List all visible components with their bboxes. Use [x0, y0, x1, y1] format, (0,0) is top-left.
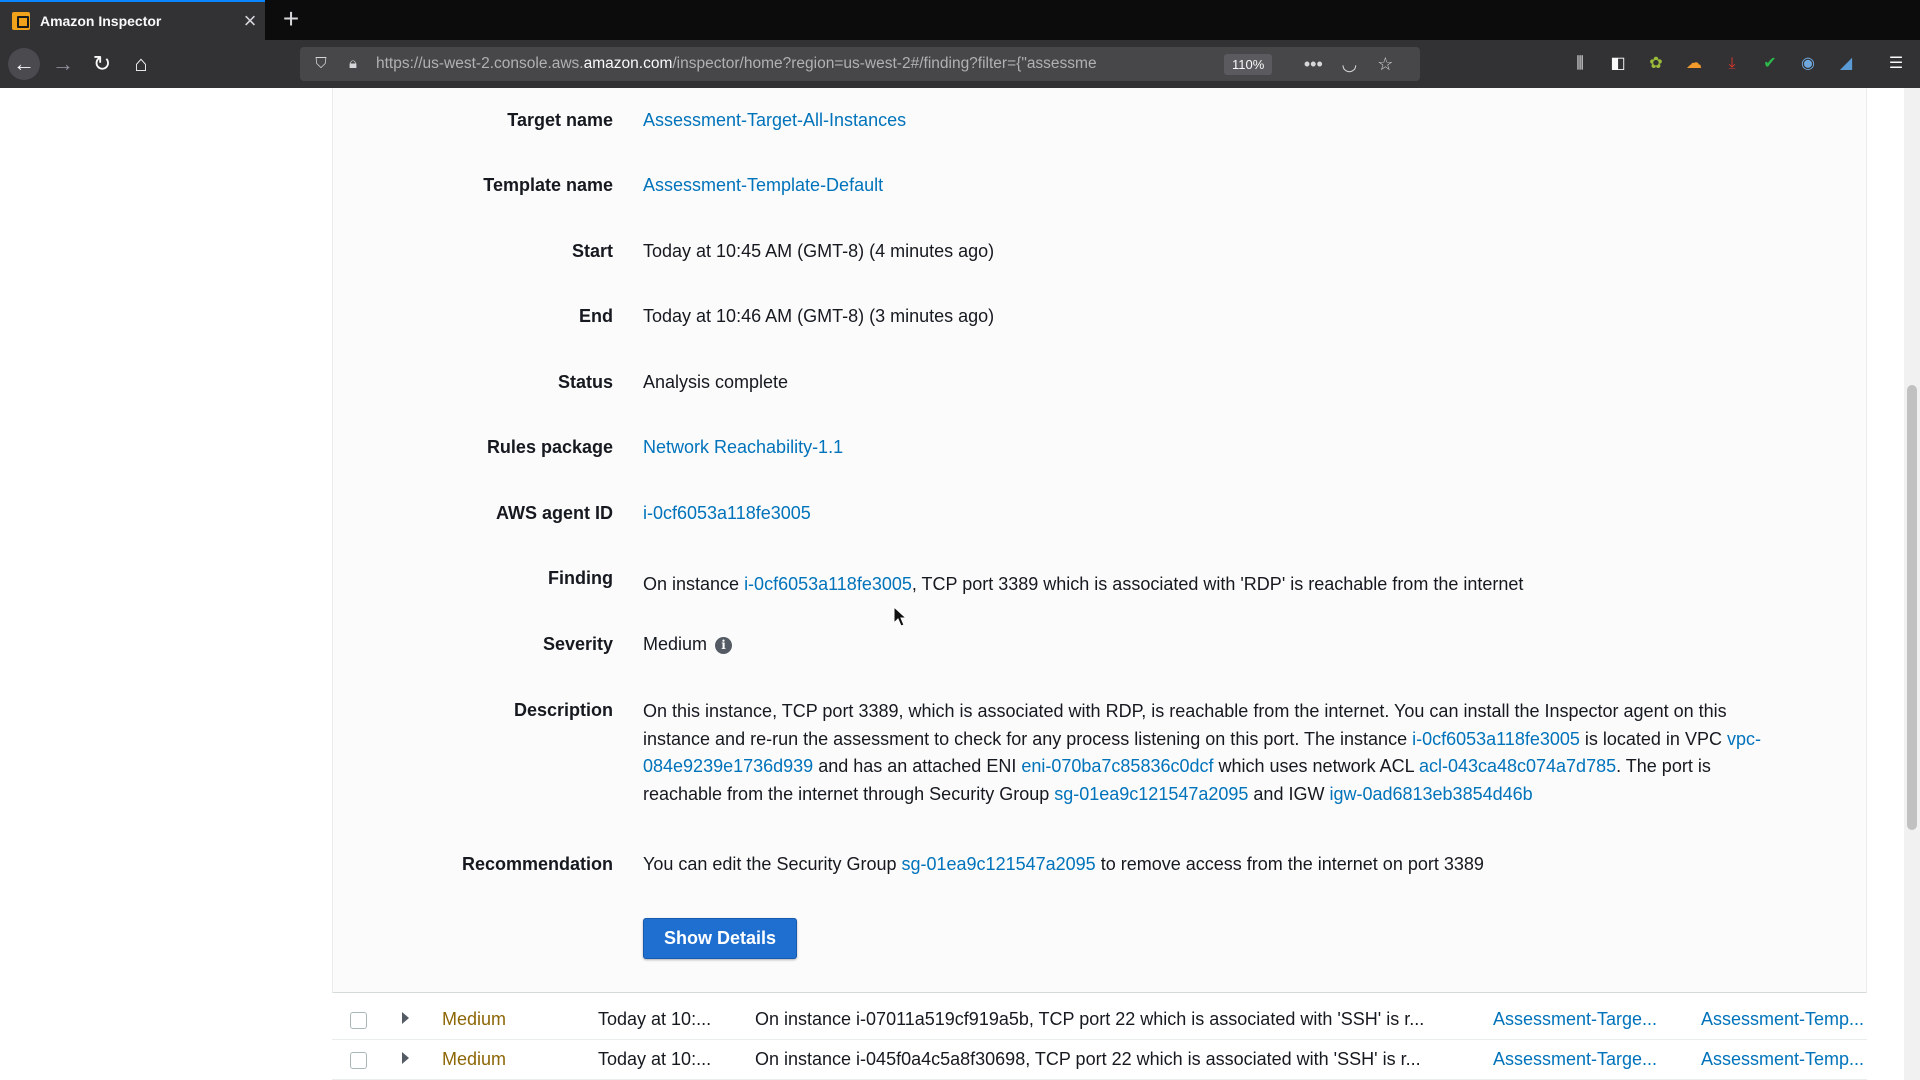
sidebar-icon[interactable]: ◧: [1610, 55, 1626, 72]
menu-icon[interactable]: ☰: [1888, 55, 1904, 72]
table-row[interactable]: [332, 1000, 1867, 1040]
globe-extension-icon[interactable]: ◉: [1801, 55, 1815, 72]
pocket-icon[interactable]: ◡: [1341, 53, 1358, 74]
reload-button[interactable]: ↻: [92, 51, 112, 76]
row-checkbox[interactable]: [350, 1012, 367, 1029]
date-cell: Today at 10:...: [598, 1049, 712, 1069]
close-tab-icon[interactable]: ×: [243, 8, 257, 33]
show-details-button[interactable]: Show Details: [643, 918, 797, 959]
template-cell-link[interactable]: Assessment-Temp...: [1701, 1009, 1865, 1029]
target-cell-link[interactable]: Assessment-Targe...: [1493, 1049, 1658, 1069]
recommendation-label: Recommendation: [461, 854, 613, 874]
end-value: Today at 10:46 AM (GMT-8) (3 minutes ago): [643, 306, 995, 326]
bookmark-star-icon[interactable]: ☆: [1377, 53, 1394, 74]
start-label: Start: [571, 241, 613, 261]
severity-value: Medium i: [643, 634, 732, 655]
severity-label: Severity: [542, 634, 613, 654]
igw-link[interactable]: igw-0ad6813eb3854d46b: [1329, 783, 1533, 804]
library-icon[interactable]: ⫼: [1576, 55, 1584, 72]
target-name-link[interactable]: Assessment-Target-All-Instances: [643, 110, 907, 130]
table-row[interactable]: [332, 1040, 1867, 1080]
network-acl-link[interactable]: acl-043ca48c074a7d785: [1418, 756, 1617, 776]
vpc-link[interactable]: vpc-084e9239e1736d939: [643, 728, 1761, 776]
url-text[interactable]: https://us-west-2.console.aws.amazon.com/inspector/home?region=us-west-2#/finding?filter={"assessme: [376, 55, 1097, 72]
target-cell-link[interactable]: Assessment-Targe...: [1493, 1009, 1658, 1029]
rules-package-link[interactable]: Network Reachability-1.1: [643, 437, 844, 457]
finding-value: On instance i-0cf6053a118fe3005, TCP port 3389 which is associated with 'RDP' is reachable from the internet: [643, 574, 1524, 594]
page-actions-icon[interactable]: •••: [1303, 53, 1323, 74]
home-button[interactable]: ⌂: [134, 51, 148, 76]
zoom-level-button[interactable]: 110%: [1224, 54, 1272, 75]
aws-favicon-icon: [12, 12, 30, 30]
description-instance-link[interactable]: i-0cf6053a118fe3005: [1412, 728, 1580, 749]
recommendation-security-group-link[interactable]: sg-01ea9c121547a2095: [901, 854, 1096, 874]
eni-link[interactable]: eni-070ba7c85836c0dcf: [1021, 756, 1214, 776]
scrollbar-thumb[interactable]: [1907, 385, 1917, 830]
info-icon[interactable]: i: [715, 637, 732, 654]
start-value: Today at 10:45 AM (GMT-8) (4 minutes ago): [643, 241, 995, 261]
address-bar[interactable]: [300, 47, 1420, 81]
tab-amazon-inspector[interactable]: [0, 0, 265, 40]
agent-id-link[interactable]: i-0cf6053a118fe3005: [643, 503, 811, 523]
security-group-link[interactable]: sg-01ea9c121547a2095: [1054, 783, 1249, 804]
description-text: On this instance, TCP port 3389, which is associated with RDP, is reachable from the internet. You can install the Inspector agent on this instance and re-run the assessment to check for any process listening on this port. The instance i-0cf6053a118fe3005 is located in VPC vpc-084e9239e1736d939 and has an attached ENI eni-070ba7c85836c0dcf which uses network ACL acl-043ca48c074a7d785. The port is reachable from the internet through Security Group sg-01ea9c121547a2095 and IGW igw-0ad6813eb3854d46b: [643, 701, 1761, 804]
row-checkbox[interactable]: [350, 1052, 367, 1069]
back-button[interactable]: ←: [8, 48, 40, 80]
check-extension-icon[interactable]: ✔: [1763, 55, 1777, 72]
template-name-label: Template name: [483, 175, 613, 195]
end-label: End: [579, 306, 613, 326]
rules-package-label: Rules package: [486, 437, 613, 457]
expand-caret-icon[interactable]: [402, 1052, 409, 1064]
finding-cell[interactable]: On instance i-045f0a4c5a8f30698, TCP port 22 which is associated with 'SSH' is r...: [755, 1049, 1421, 1069]
mouse-pointer-icon: [893, 606, 909, 628]
new-tab-button[interactable]: +: [282, 3, 300, 34]
cloud-extension-icon[interactable]: ☁: [1686, 55, 1702, 72]
date-cell: Today at 10:...: [598, 1009, 712, 1029]
description-label: Description: [513, 700, 613, 720]
navigation-toolbar: [0, 40, 1920, 88]
extension-icon[interactable]: ✿: [1649, 55, 1663, 72]
target-name-label: Target name: [507, 110, 613, 130]
agent-id-label: AWS agent ID: [495, 503, 613, 523]
status-label: Status: [557, 372, 613, 392]
tab-title: Amazon Inspector: [40, 13, 162, 29]
shield-icon[interactable]: ⛉: [315, 55, 327, 72]
finding-instance-link[interactable]: i-0cf6053a118fe3005: [744, 574, 912, 594]
severity-cell: Medium: [442, 1049, 507, 1069]
expand-caret-icon[interactable]: [402, 1012, 409, 1024]
finding-cell[interactable]: On instance i-07011a519cf919a5b, TCP port 22 which is associated with 'SSH' is r...: [755, 1009, 1425, 1029]
template-cell-link[interactable]: Assessment-Temp...: [1701, 1049, 1865, 1069]
template-name-link[interactable]: Assessment-Template-Default: [643, 175, 884, 195]
pdf-extension-icon[interactable]: ⤓: [1728, 55, 1736, 72]
tab-bar: [0, 0, 1920, 40]
severity-cell: Medium: [442, 1009, 507, 1029]
status-value: Analysis complete: [643, 372, 789, 392]
lock-icon[interactable]: 🔒︎: [349, 55, 357, 72]
forward-button[interactable]: →: [52, 51, 74, 76]
finding-label: Finding: [548, 568, 613, 588]
recommendation-value: You can edit the Security Group sg-01ea9c121547a2095 to remove access from the internet on port 3389: [643, 854, 1484, 874]
pen-extension-icon[interactable]: ◢: [1839, 55, 1853, 72]
